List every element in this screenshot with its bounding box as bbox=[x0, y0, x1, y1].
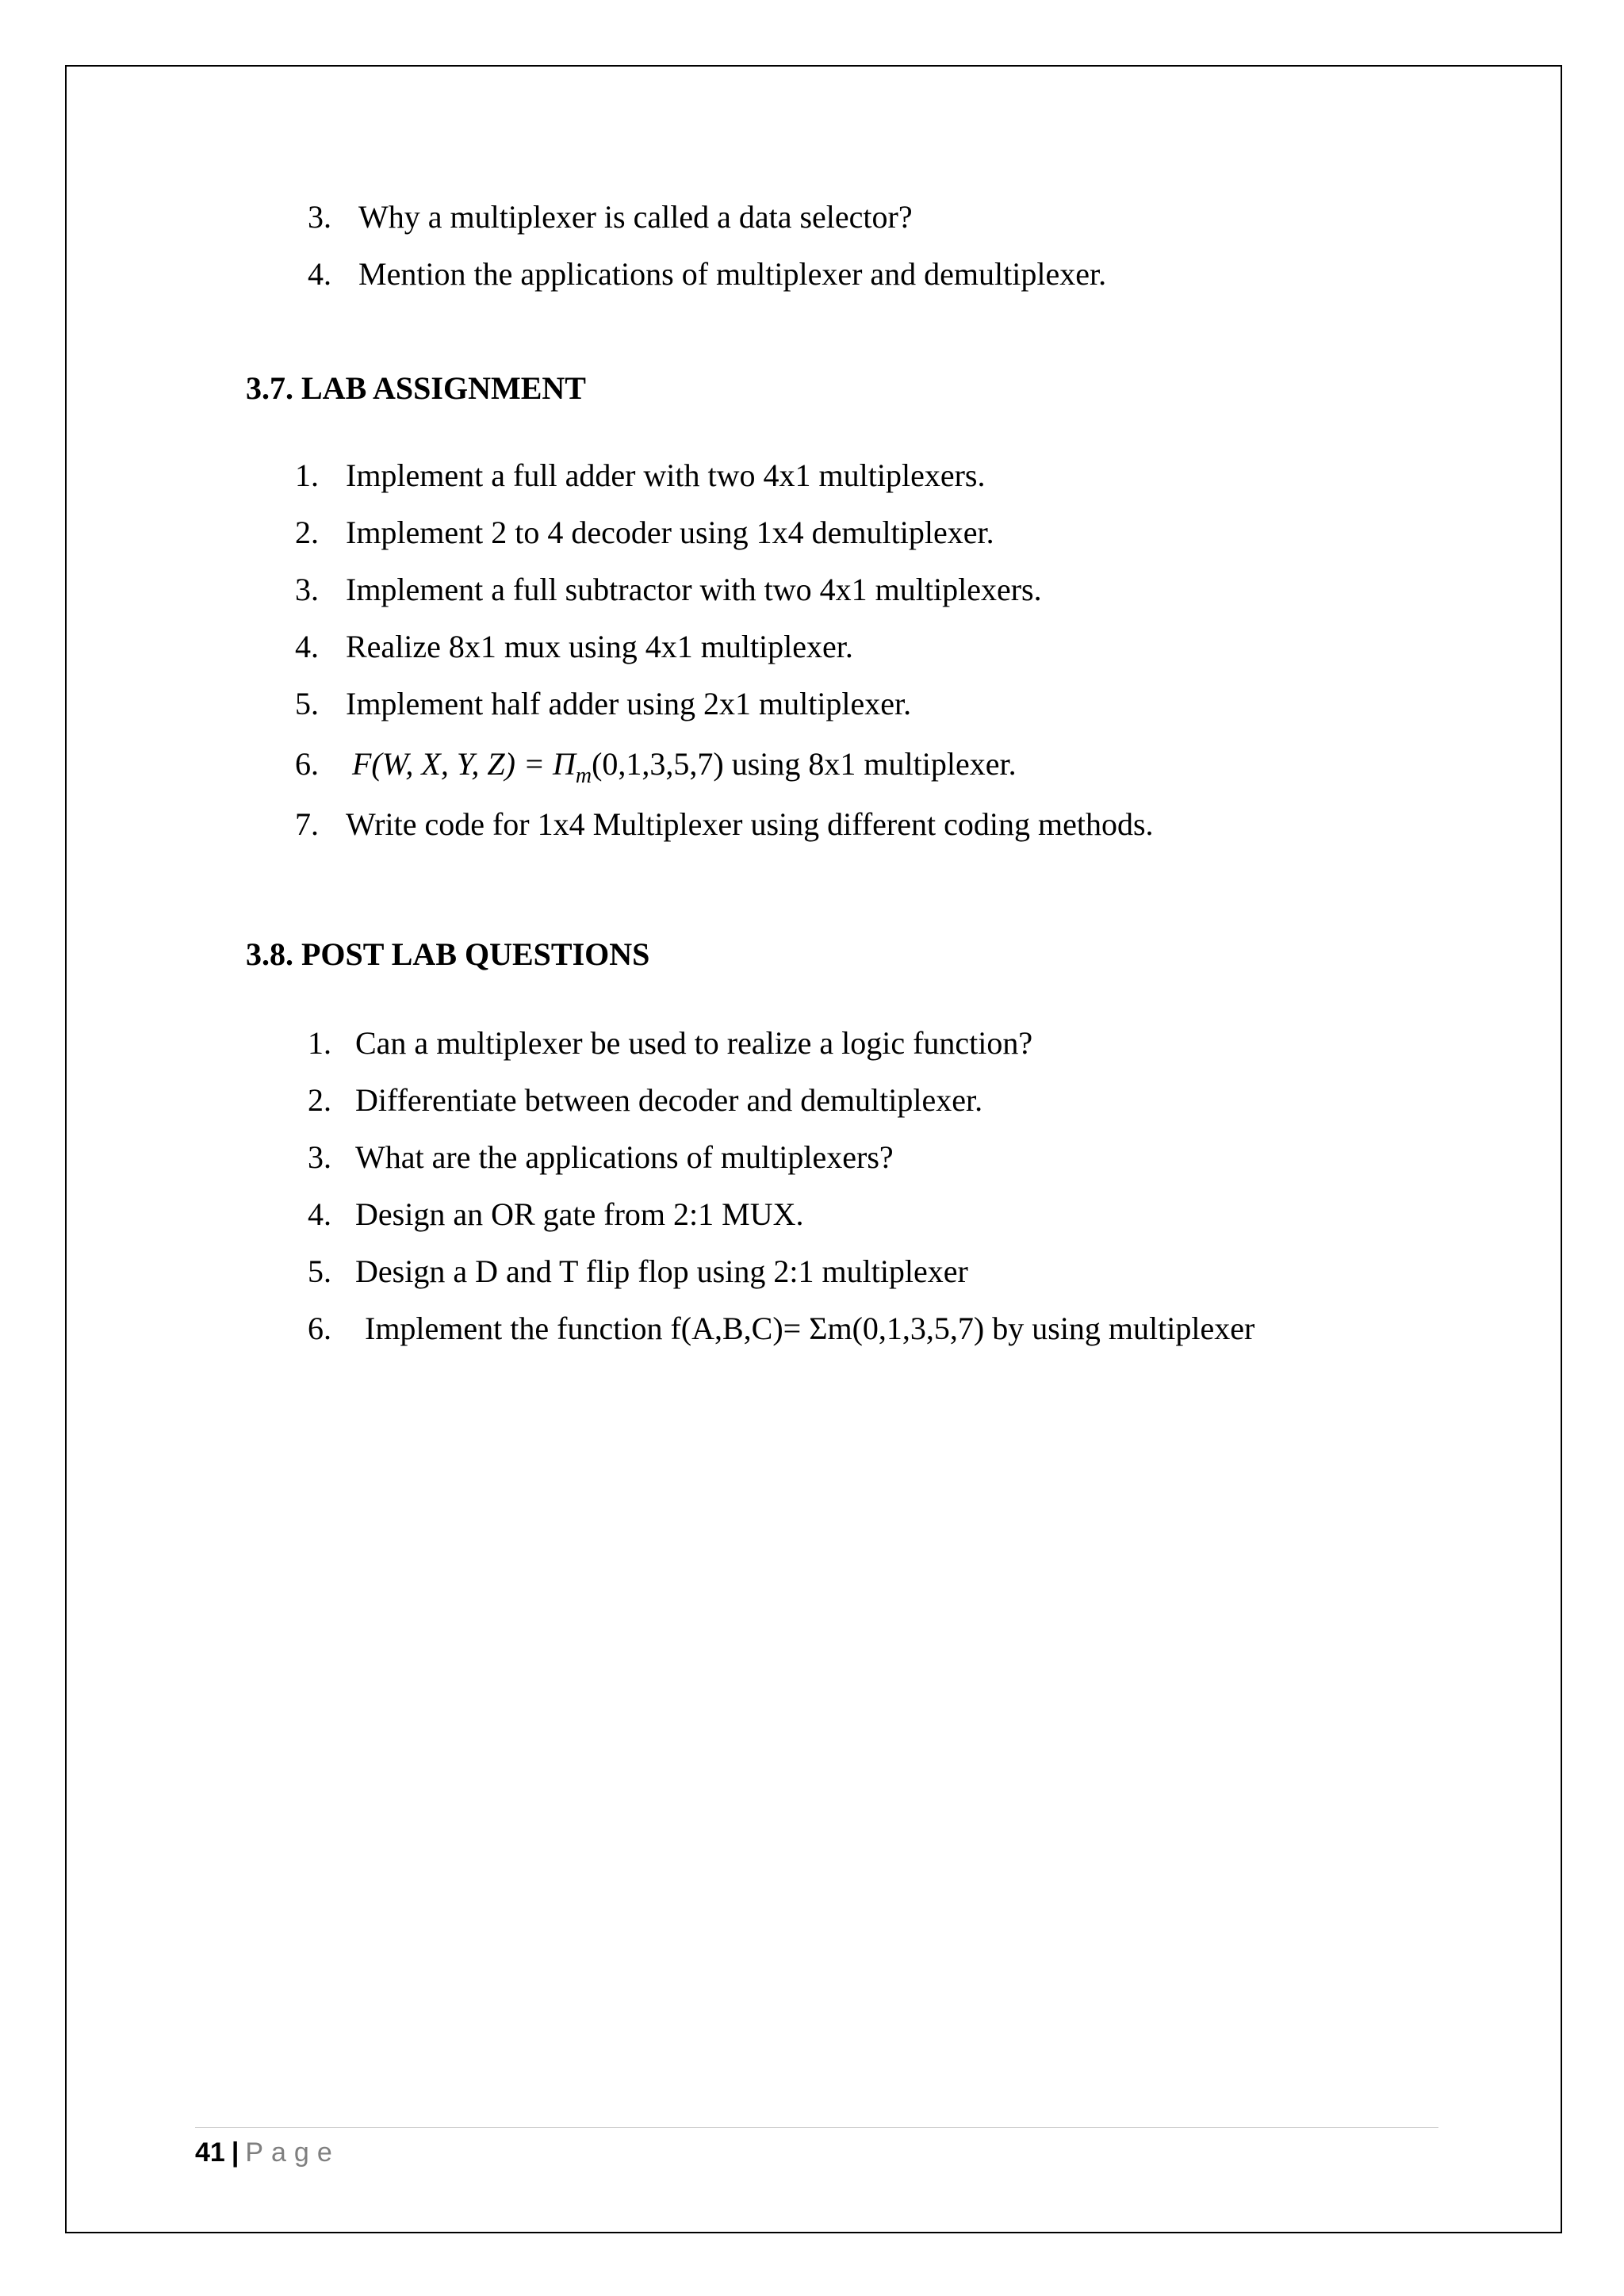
list-item bbox=[308, 1186, 1457, 1243]
item-text: Can a multiplexer be used to realize a logic function? bbox=[355, 1025, 1033, 1061]
formula-subscript: m bbox=[575, 763, 592, 788]
page-label: Page bbox=[245, 2137, 340, 2168]
item-number: 6. bbox=[295, 746, 319, 782]
list-item bbox=[295, 561, 1445, 618]
top-question-list bbox=[308, 189, 1418, 303]
item-number: 5. bbox=[308, 1253, 331, 1289]
list-item bbox=[308, 189, 1418, 246]
lab-assignment-list bbox=[295, 447, 1445, 853]
item-text: Implement a full adder with two 4x1 multiplexers. bbox=[346, 457, 986, 493]
post-lab-list bbox=[308, 1015, 1457, 1357]
section-heading-post-lab: 3.8. POST LAB QUESTIONS bbox=[246, 936, 650, 972]
item-number: 4. bbox=[308, 256, 331, 292]
list-item bbox=[308, 1072, 1457, 1129]
product-symbol: Π bbox=[552, 746, 576, 782]
list-item bbox=[295, 504, 1445, 561]
item-text: Why a multiplexer is called a data selector? bbox=[358, 199, 913, 235]
list-item bbox=[295, 447, 1445, 504]
page-footer bbox=[195, 2133, 340, 2172]
item-text: Differentiate between decoder and demultiplexer. bbox=[355, 1082, 983, 1118]
item-number: 4. bbox=[308, 1196, 331, 1232]
list-item bbox=[308, 1015, 1457, 1072]
formula-args: (0,1,3,5,7) bbox=[592, 746, 724, 782]
list-item bbox=[308, 1243, 1457, 1300]
list-item bbox=[295, 675, 1445, 733]
item-number: 5. bbox=[295, 686, 319, 721]
item-number: 1. bbox=[308, 1025, 331, 1061]
footer-divider bbox=[195, 2127, 1438, 2128]
item-text: Implement half adder using 2x1 multiplexer. bbox=[346, 686, 912, 721]
item-text: Implement a full subtractor with two 4x1 multiplexers. bbox=[346, 572, 1042, 607]
list-item bbox=[308, 1300, 1457, 1357]
item-number: 3. bbox=[308, 199, 331, 235]
item-text: Design a D and T flip flop using 2:1 multiplexer bbox=[355, 1253, 968, 1289]
item-text: What are the applications of multiplexers? bbox=[355, 1139, 894, 1175]
list-item bbox=[295, 618, 1445, 675]
item-text: Implement the function f(A,B,C)= Σm(0,1,3,5,7) by using multiplexer bbox=[365, 1311, 1255, 1346]
list-item bbox=[295, 796, 1445, 853]
page-number: 41 bbox=[195, 2137, 225, 2168]
item-text: Realize 8x1 mux using 4x1 multiplexer. bbox=[346, 629, 853, 664]
item-number: 3. bbox=[295, 572, 319, 607]
list-item-formula bbox=[295, 733, 1445, 796]
item-text: Mention the applications of multiplexer and demultiplexer. bbox=[358, 256, 1107, 292]
item-number: 6. bbox=[308, 1311, 331, 1346]
footer-separator: | bbox=[231, 2137, 239, 2168]
item-number: 4. bbox=[295, 629, 319, 664]
item-text: Implement 2 to 4 decoder using 1x4 demultiplexer. bbox=[346, 515, 994, 550]
list-item bbox=[308, 246, 1418, 303]
section-heading-lab-assignment: 3.7. LAB ASSIGNMENT bbox=[246, 370, 586, 406]
formula-text bbox=[352, 733, 1017, 800]
item-text: Design an OR gate from 2:1 MUX. bbox=[355, 1196, 804, 1232]
item-text: Write code for 1x4 Multiplexer using different coding methods. bbox=[346, 806, 1154, 842]
item-number: 1. bbox=[295, 457, 319, 493]
formula-lhs: F(W, X, Y, Z) = bbox=[352, 746, 545, 782]
list-item bbox=[308, 1129, 1457, 1186]
item-number: 3. bbox=[308, 1139, 331, 1175]
item-number: 2. bbox=[308, 1082, 331, 1118]
item-number: 7. bbox=[295, 806, 319, 842]
item-number: 2. bbox=[295, 515, 319, 550]
formula-tail: using 8x1 multiplexer. bbox=[723, 746, 1017, 782]
